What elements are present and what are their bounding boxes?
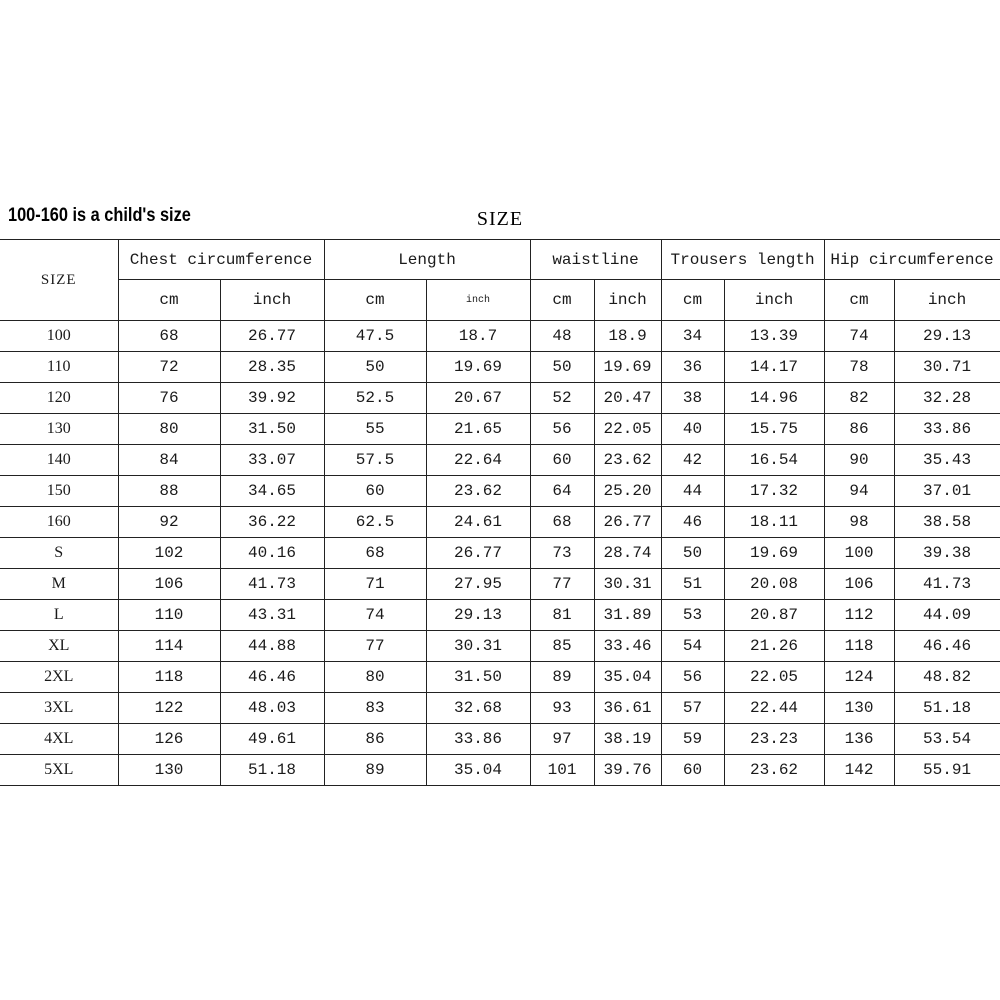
table-cell: 73 [530, 538, 594, 569]
table-cell: 50 [661, 538, 724, 569]
table-cell: 57 [661, 693, 724, 724]
table-cell: 31.50 [220, 414, 324, 445]
size-cell: 120 [0, 383, 118, 414]
table-row [0, 383, 1000, 414]
size-cell: M [0, 569, 118, 600]
table-cell: 18.9 [594, 321, 661, 352]
table-cell: 46.46 [894, 631, 1000, 662]
table-cell: 142 [824, 755, 894, 786]
table-cell: 17.32 [724, 476, 824, 507]
table-cell: 37.01 [894, 476, 1000, 507]
table-cell: 29.13 [894, 321, 1000, 352]
table-cell: 20.67 [426, 383, 530, 414]
table-cell: 40 [661, 414, 724, 445]
table-cell: 21.26 [724, 631, 824, 662]
unit-header: inch [594, 280, 661, 321]
table-cell: 34 [661, 321, 724, 352]
table-cell: 85 [530, 631, 594, 662]
unit-header: inch [220, 280, 324, 321]
table-cell: 33.07 [220, 445, 324, 476]
table-cell: 13.39 [724, 321, 824, 352]
table-cell: 31.50 [426, 662, 530, 693]
table-cell: 74 [324, 600, 426, 631]
table-cell: 56 [661, 662, 724, 693]
table-cell: 77 [324, 631, 426, 662]
table-cell: 52 [530, 383, 594, 414]
table-cell: 23.62 [426, 476, 530, 507]
table-row [0, 445, 1000, 476]
unit-header: cm [324, 280, 426, 321]
table-cell: 110 [118, 600, 220, 631]
table-cell: 64 [530, 476, 594, 507]
table-cell: 46.46 [220, 662, 324, 693]
table-cell: 22.05 [594, 414, 661, 445]
table-cell: 26.77 [594, 507, 661, 538]
table-cell: 97 [530, 724, 594, 755]
table-cell: 62.5 [324, 507, 426, 538]
table-cell: 80 [324, 662, 426, 693]
table-cell: 30.31 [426, 631, 530, 662]
table-cell: 93 [530, 693, 594, 724]
size-cell: 160 [0, 507, 118, 538]
table-cell: 90 [824, 445, 894, 476]
table-row [0, 507, 1000, 538]
table-cell: 31.89 [594, 600, 661, 631]
table-row [0, 414, 1000, 445]
table-cell: 19.69 [594, 352, 661, 383]
table-row [0, 600, 1000, 631]
table-cell: 130 [824, 693, 894, 724]
table-cell: 72 [118, 352, 220, 383]
table-row [0, 476, 1000, 507]
table-cell: 47.5 [324, 321, 426, 352]
table-cell: 21.65 [426, 414, 530, 445]
table-cell: 92 [118, 507, 220, 538]
header-row-units [0, 280, 1000, 321]
table-cell: 74 [824, 321, 894, 352]
table-cell: 39.92 [220, 383, 324, 414]
size-cell: 110 [0, 352, 118, 383]
table-cell: 44 [661, 476, 724, 507]
table-cell: 94 [824, 476, 894, 507]
table-cell: 24.61 [426, 507, 530, 538]
table-cell: 40.16 [220, 538, 324, 569]
table-cell: 68 [118, 321, 220, 352]
table-cell: 16.54 [724, 445, 824, 476]
table-cell: 100 [824, 538, 894, 569]
table-row [0, 662, 1000, 693]
table-cell: 36 [661, 352, 724, 383]
table-cell: 68 [324, 538, 426, 569]
table-cell: 42 [661, 445, 724, 476]
size-cell: 4XL [0, 724, 118, 755]
table-cell: 49.61 [220, 724, 324, 755]
table-cell: 22.05 [724, 662, 824, 693]
child-size-note: 100-160 is a child's size [8, 205, 191, 226]
table-cell: 89 [530, 662, 594, 693]
table-cell: 28.74 [594, 538, 661, 569]
table-cell: 27.95 [426, 569, 530, 600]
unit-header: cm [118, 280, 220, 321]
size-column-header: SIZE [0, 240, 118, 321]
table-cell: 89 [324, 755, 426, 786]
table-cell: 118 [118, 662, 220, 693]
table-cell: 28.35 [220, 352, 324, 383]
table-cell: 60 [661, 755, 724, 786]
table-cell: 124 [824, 662, 894, 693]
unit-header: cm [661, 280, 724, 321]
size-cell: 2XL [0, 662, 118, 693]
table-cell: 130 [118, 755, 220, 786]
table-cell: 106 [824, 569, 894, 600]
table-cell: 32.68 [426, 693, 530, 724]
table-cell: 33.46 [594, 631, 661, 662]
size-cell: 5XL [0, 755, 118, 786]
table-cell: 56 [530, 414, 594, 445]
table-cell: 114 [118, 631, 220, 662]
table-cell: 26.77 [426, 538, 530, 569]
table-cell: 68 [530, 507, 594, 538]
table-cell: 88 [118, 476, 220, 507]
table-cell: 122 [118, 693, 220, 724]
table-row [0, 693, 1000, 724]
table-cell: 41.73 [220, 569, 324, 600]
table-cell: 50 [324, 352, 426, 383]
table-cell: 19.69 [724, 538, 824, 569]
table-cell: 48.82 [894, 662, 1000, 693]
table-cell: 26.77 [220, 321, 324, 352]
table-cell: 54 [661, 631, 724, 662]
table-cell: 33.86 [426, 724, 530, 755]
table-cell: 71 [324, 569, 426, 600]
table-cell: 20.87 [724, 600, 824, 631]
table-cell: 86 [824, 414, 894, 445]
table-cell: 81 [530, 600, 594, 631]
table-cell: 23.62 [594, 445, 661, 476]
table-cell: 60 [530, 445, 594, 476]
table-cell: 14.17 [724, 352, 824, 383]
unit-header: inch [724, 280, 824, 321]
unit-header: inch [426, 280, 530, 321]
table-cell: 38 [661, 383, 724, 414]
table-cell: 43.31 [220, 600, 324, 631]
table-cell: 41.73 [894, 569, 1000, 600]
waistline-header: waistline [530, 240, 661, 280]
table-cell: 60 [324, 476, 426, 507]
table-cell: 29.13 [426, 600, 530, 631]
table-cell: 33.86 [894, 414, 1000, 445]
table-cell: 44.88 [220, 631, 324, 662]
table-cell: 19.69 [426, 352, 530, 383]
table-cell: 38.58 [894, 507, 1000, 538]
table-cell: 52.5 [324, 383, 426, 414]
size-cell: 100 [0, 321, 118, 352]
table-cell: 25.20 [594, 476, 661, 507]
table-cell: 30.71 [894, 352, 1000, 383]
table-cell: 57.5 [324, 445, 426, 476]
table-cell: 76 [118, 383, 220, 414]
size-cell: L [0, 600, 118, 631]
table-cell: 35.43 [894, 445, 1000, 476]
hip-header: Hip circumference [824, 240, 1000, 280]
table-cell: 50 [530, 352, 594, 383]
table-cell: 101 [530, 755, 594, 786]
table-cell: 14.96 [724, 383, 824, 414]
table-cell: 78 [824, 352, 894, 383]
table-cell: 35.04 [426, 755, 530, 786]
table-cell: 44.09 [894, 600, 1000, 631]
table-cell: 118 [824, 631, 894, 662]
table-cell: 18.11 [724, 507, 824, 538]
size-cell: 130 [0, 414, 118, 445]
table-cell: 106 [118, 569, 220, 600]
table-row [0, 724, 1000, 755]
table-row [0, 755, 1000, 786]
table-row [0, 569, 1000, 600]
table-cell: 23.62 [724, 755, 824, 786]
table-cell: 38.19 [594, 724, 661, 755]
table-cell: 30.31 [594, 569, 661, 600]
size-cell: 140 [0, 445, 118, 476]
table-cell: 48.03 [220, 693, 324, 724]
table-cell: 77 [530, 569, 594, 600]
table-row [0, 538, 1000, 569]
table-cell: 86 [324, 724, 426, 755]
table-cell: 35.04 [594, 662, 661, 693]
table-row [0, 321, 1000, 352]
table-cell: 18.7 [426, 321, 530, 352]
length-header: Length [324, 240, 530, 280]
table-cell: 102 [118, 538, 220, 569]
table-cell: 20.08 [724, 569, 824, 600]
table-cell: 46 [661, 507, 724, 538]
trousers-length-header: Trousers length [661, 240, 824, 280]
size-cell: 150 [0, 476, 118, 507]
table-cell: 48 [530, 321, 594, 352]
table-cell: 55 [324, 414, 426, 445]
size-table-body [0, 321, 1000, 786]
table-cell: 59 [661, 724, 724, 755]
table-cell: 22.44 [724, 693, 824, 724]
table-cell: 98 [824, 507, 894, 538]
table-cell: 84 [118, 445, 220, 476]
table-cell: 20.47 [594, 383, 661, 414]
table-cell: 23.23 [724, 724, 824, 755]
table-cell: 51.18 [894, 693, 1000, 724]
table-row [0, 352, 1000, 383]
table-cell: 39.38 [894, 538, 1000, 569]
chest-header: Chest circumference [118, 240, 324, 280]
table-cell: 53.54 [894, 724, 1000, 755]
table-row [0, 631, 1000, 662]
table-cell: 126 [118, 724, 220, 755]
table-cell: 22.64 [426, 445, 530, 476]
size-cell: S [0, 538, 118, 569]
header-row-groups [0, 240, 1000, 280]
table-cell: 15.75 [724, 414, 824, 445]
table-cell: 34.65 [220, 476, 324, 507]
table-cell: 36.22 [220, 507, 324, 538]
table-cell: 82 [824, 383, 894, 414]
chart-title: SIZE [476, 208, 524, 230]
table-cell: 80 [118, 414, 220, 445]
table-cell: 39.76 [594, 755, 661, 786]
unit-header: cm [530, 280, 594, 321]
table-cell: 112 [824, 600, 894, 631]
unit-header: cm [824, 280, 894, 321]
table-cell: 83 [324, 693, 426, 724]
table-cell: 53 [661, 600, 724, 631]
size-cell: XL [0, 631, 118, 662]
table-cell: 51 [661, 569, 724, 600]
table-cell: 32.28 [894, 383, 1000, 414]
size-table [0, 239, 1000, 786]
table-cell: 51.18 [220, 755, 324, 786]
size-cell: 3XL [0, 693, 118, 724]
table-cell: 136 [824, 724, 894, 755]
table-cell: 36.61 [594, 693, 661, 724]
table-cell: 55.91 [894, 755, 1000, 786]
unit-header: inch [894, 280, 1000, 321]
